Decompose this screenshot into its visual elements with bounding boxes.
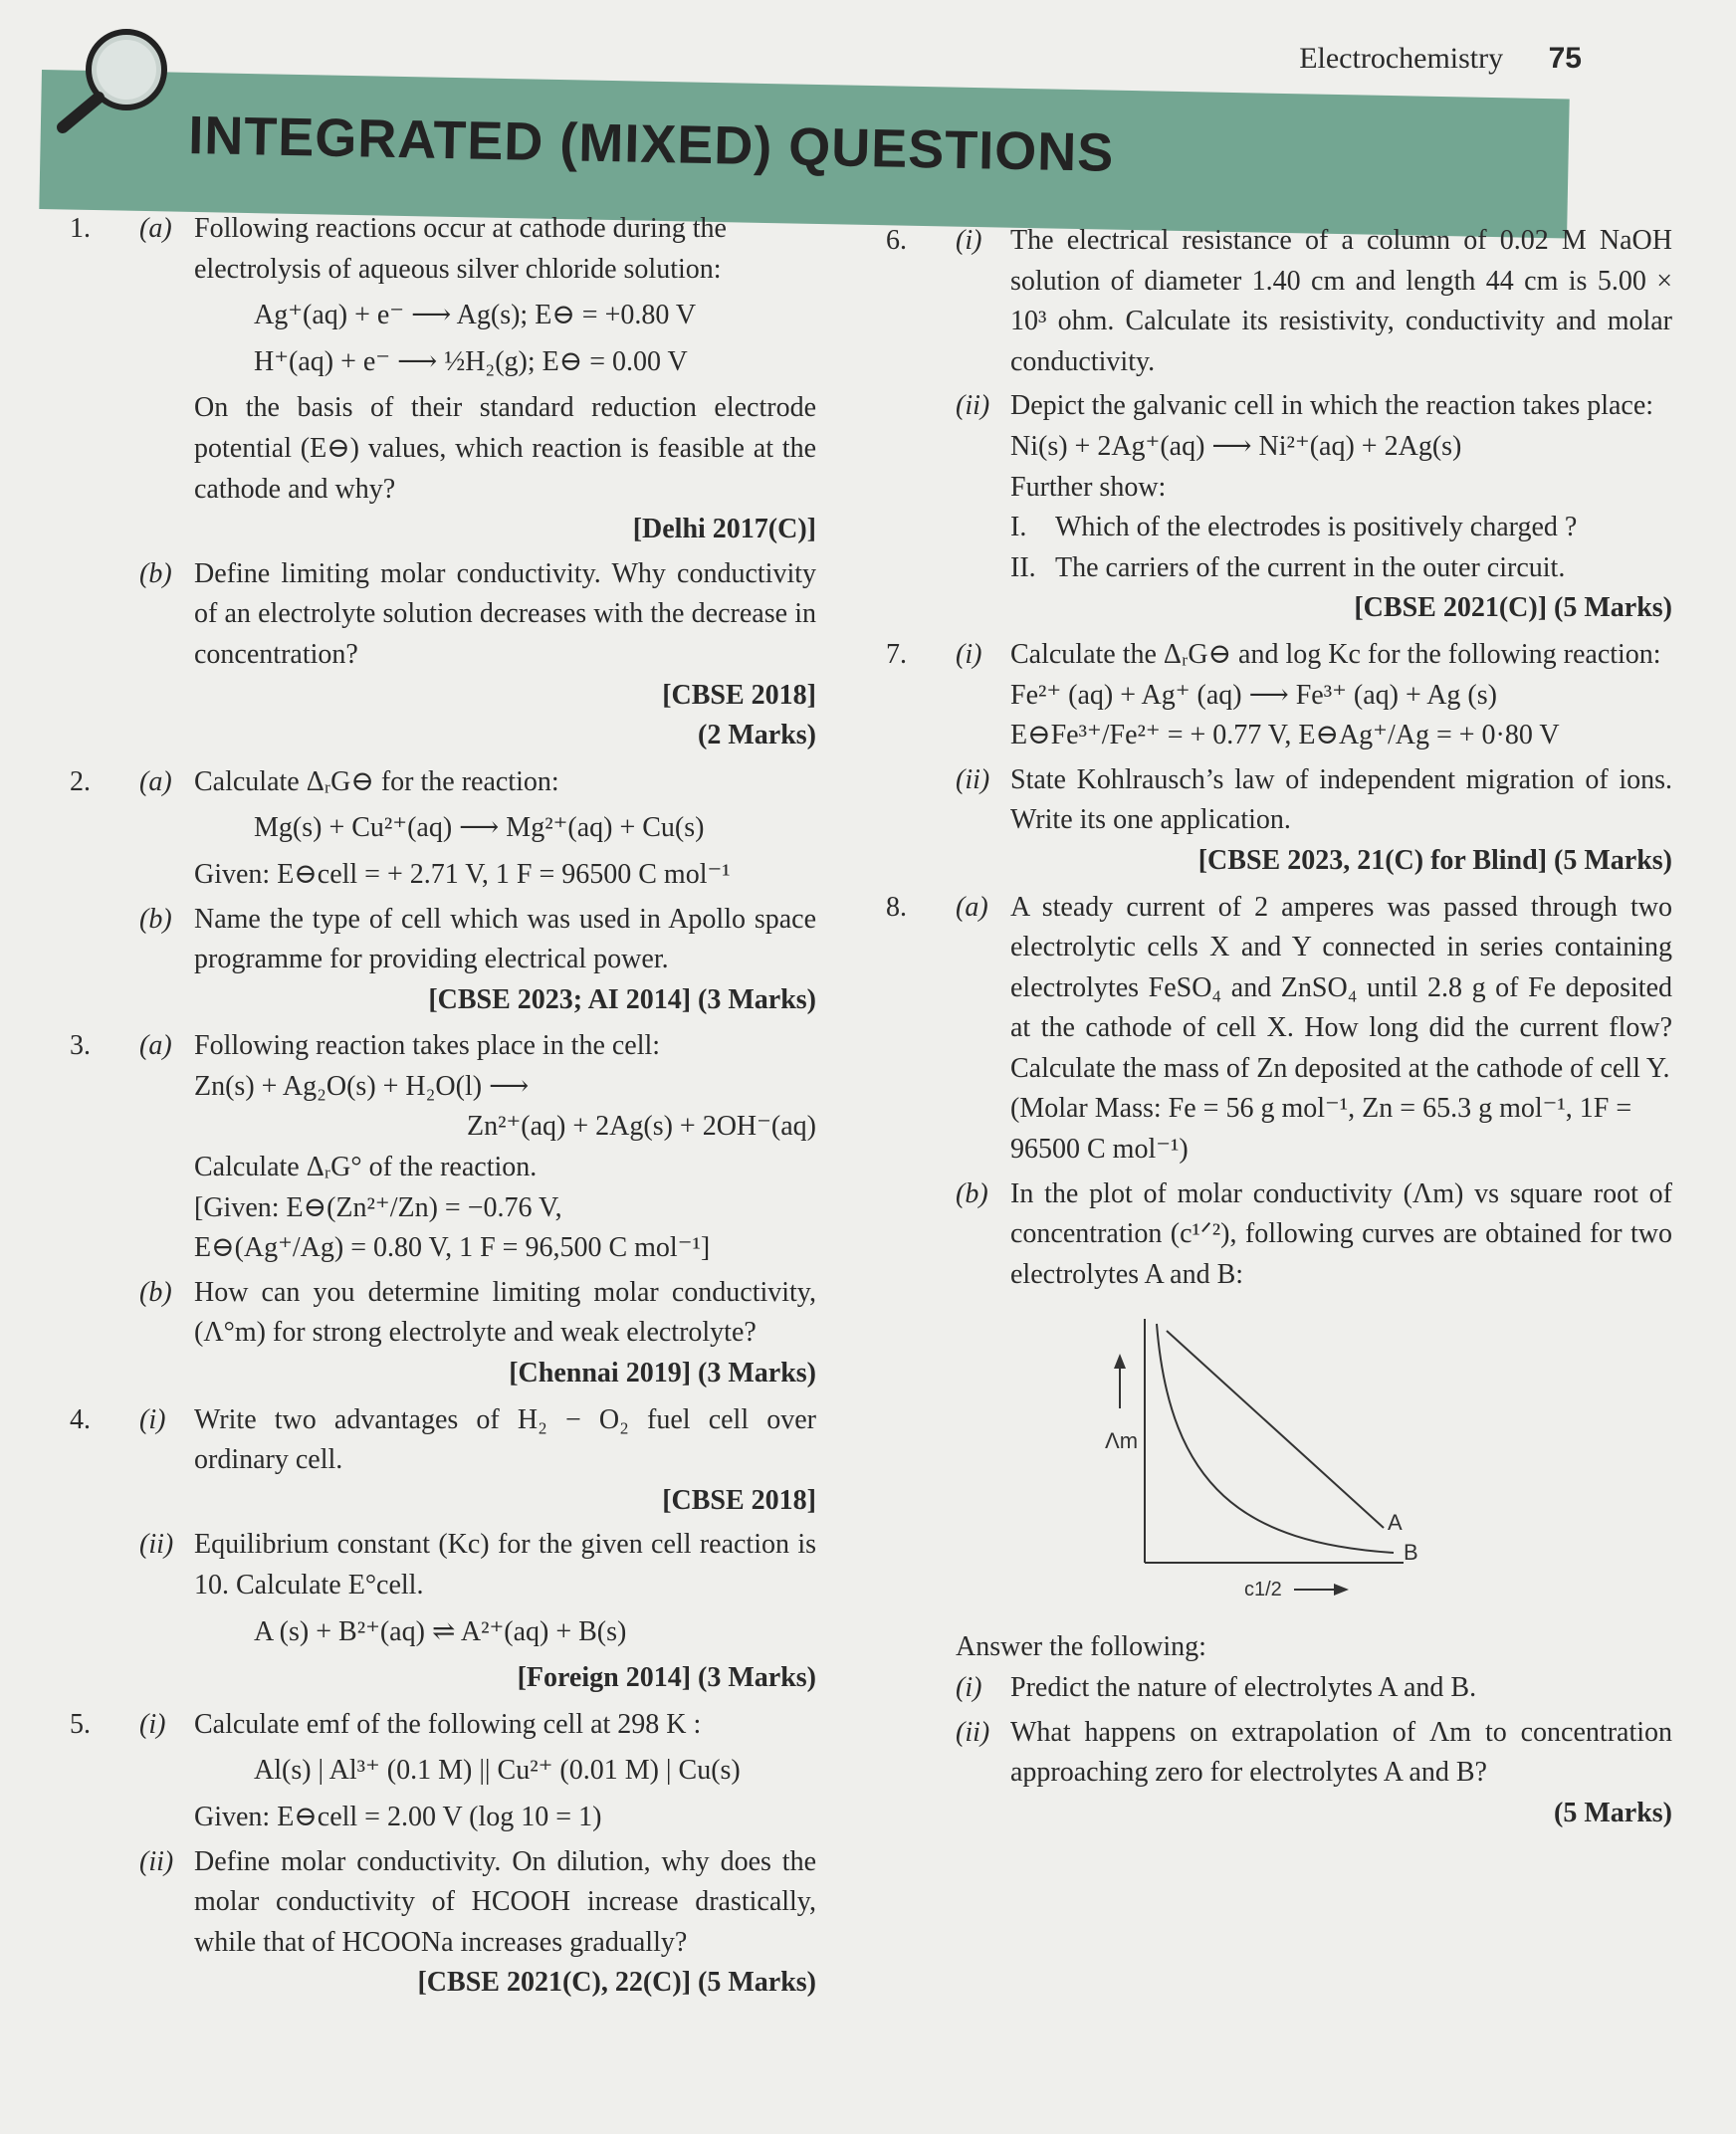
given-text: Given: E⊖cell = 2.00 V (log 10 = 1)	[194, 1801, 602, 1832]
curve-a	[1167, 1331, 1384, 1528]
equation: Fe²⁺ (aq) + Ag⁺ (aq) ⟶ Fe³⁺ (aq) + Ag (s)	[1010, 679, 1497, 711]
part-i	[956, 1668, 1672, 1709]
given-text: E⊖(Ag⁺/Ag) = 0.80 V, 1 F = 96,500 C mol⁻¹]	[194, 1232, 711, 1264]
page-header	[1299, 42, 1582, 76]
curve-b	[1157, 1324, 1394, 1553]
part-i	[139, 1705, 816, 1838]
curve-b-label: B	[1404, 1540, 1418, 1566]
part-b	[139, 900, 816, 1021]
section-title: INTEGRATED (MIXED) QUESTIONS	[187, 105, 1115, 183]
question-text: Calculate the ΔᵣG⊖ and log Kc for the following reaction:	[1010, 638, 1661, 670]
question-3	[60, 1026, 816, 1393]
equation: Al(s) | Al³⁺ (0.1 M) || Cu²⁺ (0.01 M) | Cu(s)	[254, 1755, 741, 1787]
answer-heading: Answer the following:	[956, 1631, 1206, 1663]
source-tag: [CBSE 2021(C), 22(C)] (5 Marks)	[417, 1967, 816, 1999]
marks: (2 Marks)	[698, 720, 816, 751]
question-text: On the basis of their standard reduction electrode potential (E⊖) values, which reaction is feasible at the cathode and why?	[194, 392, 816, 505]
sub-item-II	[1010, 548, 1672, 589]
question-number: 1.	[70, 213, 91, 244]
question-1	[60, 209, 816, 756]
y-axis-label: Λm	[1105, 1428, 1139, 1454]
question-text: Which of the electrodes is positively charged ?	[1055, 512, 1578, 543]
question-6	[876, 221, 1672, 629]
equation: Zn²⁺(aq) + 2Ag(s) + 2OH⁻(aq)	[467, 1111, 816, 1143]
question-number: 4.	[70, 1403, 91, 1435]
question-number: 7.	[886, 638, 907, 670]
y-arrow-head	[1114, 1354, 1126, 1369]
equation: Ni(s) + 2Ag⁺(aq) ⟶ Ni²⁺(aq) + 2Ag(s)	[1010, 430, 1462, 462]
part-label: (ii)	[139, 1529, 174, 1561]
equation: H⁺(aq) + e⁻ ⟶ ½H₂(g); E⊖ = 0.00 V	[254, 345, 688, 377]
part-label: (i)	[139, 1708, 166, 1740]
chapter-title: Electrochemistry	[1299, 42, 1504, 75]
part-label: (a)	[139, 765, 172, 797]
question-text: The electrical resistance of a column of 0.02 M NaOH solution of diameter 1.40 cm and length 44 cm is 5.00 × 10³ ohm. Calculate its resistivity, conductivity and molar conductivity.	[1010, 225, 1672, 377]
question-text: Predict the nature of electrolytes A and B.	[1010, 1672, 1477, 1704]
part-ii	[956, 386, 1672, 629]
question-number: 8.	[886, 891, 907, 923]
graph-svg	[1075, 1309, 1473, 1607]
question-text: Define molar conductivity. On dilution, why does the molar conductivity of HCOOH increase drastically, while that of HCOONa increases gradually?	[194, 1845, 816, 1958]
marks: (5 Marks)	[1554, 1797, 1672, 1828]
source-tag: [CBSE 2023, 21(C) for Blind] (5 Marks)	[1197, 844, 1672, 876]
question-text: Calculate ΔᵣG° of the reaction.	[194, 1152, 538, 1183]
question-text: State Kohlrausch’s law of independent migration of ions. Write its one application.	[1010, 763, 1672, 836]
question-4	[60, 1400, 816, 1699]
source-tag: [CBSE 2021(C)] (5 Marks)	[1354, 592, 1672, 624]
molar-mass-text: (Molar Mass: Fe = 56 g mol⁻¹, Zn = 65.3 g mol⁻¹, 1F = 96500 C mol⁻¹)	[1010, 1093, 1632, 1166]
question-text: Calculate ΔᵣG⊖ for the reaction:	[194, 765, 559, 797]
part-b	[139, 554, 816, 756]
part-b	[139, 1273, 816, 1394]
source-tag: [CBSE 2018]	[662, 679, 816, 711]
sub-label: II.	[1010, 551, 1036, 583]
page-number: 75	[1548, 42, 1582, 75]
question-8	[876, 888, 1672, 1834]
x-arrow-head	[1334, 1584, 1349, 1596]
left-column	[60, 209, 816, 2010]
question-number: 2.	[70, 765, 91, 797]
conductivity-graph	[956, 1309, 1672, 1607]
part-label: (i)	[956, 638, 982, 670]
part-ii	[139, 1842, 816, 2004]
question-text: Equilibrium constant (Kc) for the given cell reaction is 10. Calculate E°cell.	[194, 1529, 816, 1600]
question-number: 6.	[886, 225, 907, 256]
source-tag: [Foreign 2014] (3 Marks)	[517, 1662, 816, 1694]
question-text: In the plot of molar conductivity (Λm) vs square root of concentration (c¹ᐟ²), following curves are obtained for two electrolytes A and B:	[1010, 1177, 1672, 1290]
part-b	[956, 1174, 1672, 1296]
part-a	[139, 762, 816, 896]
source-tag: [CBSE 2023; AI 2014] (3 Marks)	[428, 983, 816, 1015]
part-ii	[956, 1713, 1672, 1834]
part-label: (ii)	[139, 1845, 174, 1877]
part-label: (a)	[956, 891, 988, 923]
source-tag: [CBSE 2018]	[662, 1484, 816, 1516]
part-label: (a)	[139, 1030, 172, 1062]
given-text: [Given: E⊖(Zn²⁺/Zn) = −0.76 V,	[194, 1191, 562, 1223]
question-text: Name the type of cell which was used in Apollo space programme for providing electrical power.	[194, 903, 816, 975]
given-text: Given: E⊖cell = + 2.71 V, 1 F = 96500 C mol⁻¹	[194, 858, 731, 890]
question-number: 5.	[70, 1708, 91, 1740]
part-label: (ii)	[956, 390, 990, 422]
part-label: (i)	[956, 225, 982, 256]
question-number: 3.	[70, 1030, 91, 1062]
part-i	[956, 221, 1672, 382]
x-axis-label: c1/2	[1244, 1579, 1282, 1601]
part-label: (ii)	[956, 1716, 990, 1748]
question-text: Depict the galvanic cell in which the reaction takes place:	[1010, 390, 1654, 422]
question-text: What happens on extrapolation of Λm to concentration approaching zero for electrolytes A and B?	[1010, 1716, 1672, 1789]
question-text: Define limiting molar conductivity. Why conductivity of an electrolyte solution decreases with the decrease in concentration?	[194, 557, 816, 670]
sub-item-I	[1010, 508, 1672, 548]
part-a	[139, 209, 816, 550]
equation: Mg(s) + Cu²⁺(aq) ⟶ Mg²⁺(aq) + Cu(s)	[254, 812, 705, 844]
part-ii	[956, 760, 1672, 882]
source-tag: [Chennai 2019] (3 Marks)	[509, 1358, 816, 1389]
question-text: How can you determine limiting molar conductivity, (Λ°m) for strong electrolyte and weak electrolyte?	[194, 1276, 816, 1349]
part-a	[956, 888, 1672, 1171]
question-text: The carriers of the current in the outer circuit.	[1055, 551, 1566, 583]
part-label: (b)	[139, 1276, 172, 1308]
question-5	[60, 1705, 816, 2004]
question-text: Calculate emf of the following cell at 298 K :	[194, 1708, 702, 1740]
question-text: Following reaction takes place in the cell:	[194, 1030, 661, 1062]
part-label: (i)	[139, 1403, 166, 1435]
part-label: (ii)	[956, 763, 990, 795]
curve-a-label: A	[1388, 1510, 1403, 1536]
equation: A (s) + B²⁺(aq) ⇌ A²⁺(aq) + B(s)	[254, 1615, 627, 1647]
question-2	[60, 762, 816, 1021]
part-ii	[139, 1525, 816, 1698]
question-text: Further show:	[1010, 471, 1167, 503]
part-label: (b)	[956, 1177, 988, 1209]
part-label: (a)	[139, 213, 172, 244]
source-tag: [Delhi 2017(C)]	[632, 514, 816, 545]
sub-label: I.	[1010, 512, 1027, 543]
part-label: (i)	[956, 1672, 982, 1704]
magnifier-icon	[55, 28, 184, 137]
question-text: Following reactions occur at cathode during the electrolysis of aqueous silver chloride solution:	[194, 213, 727, 285]
question-text: Write two advantages of H₂ − O₂ fuel cell over ordinary cell.	[194, 1403, 816, 1476]
equation: Zn(s) + Ag₂O(s) + H₂O(l) ⟶	[194, 1070, 530, 1102]
equation: Ag⁺(aq) + e⁻ ⟶ Ag(s); E⊖ = +0.80 V	[254, 300, 697, 331]
right-column	[876, 221, 1672, 1839]
part-i	[956, 635, 1672, 756]
part-label: (b)	[139, 903, 172, 935]
part-label: (b)	[139, 557, 172, 589]
part-i	[139, 1400, 816, 1522]
part-a	[139, 1026, 816, 1269]
question-text: A steady current of 2 amperes was passed through two electrolytic cells X and Y connected in series containing electrolytes FeSO₄ and ZnSO₄ until 2.8 g of Fe deposited at the cathode of cell X. How long did the current flow? Calculate the mass of Zn deposited at the cathode of cell Y.	[1010, 891, 1672, 1084]
given-text: E⊖Fe³⁺/Fe²⁺ = + 0.77 V, E⊖Ag⁺/Ag = + 0·80 V	[1010, 720, 1560, 751]
question-7	[876, 635, 1672, 882]
